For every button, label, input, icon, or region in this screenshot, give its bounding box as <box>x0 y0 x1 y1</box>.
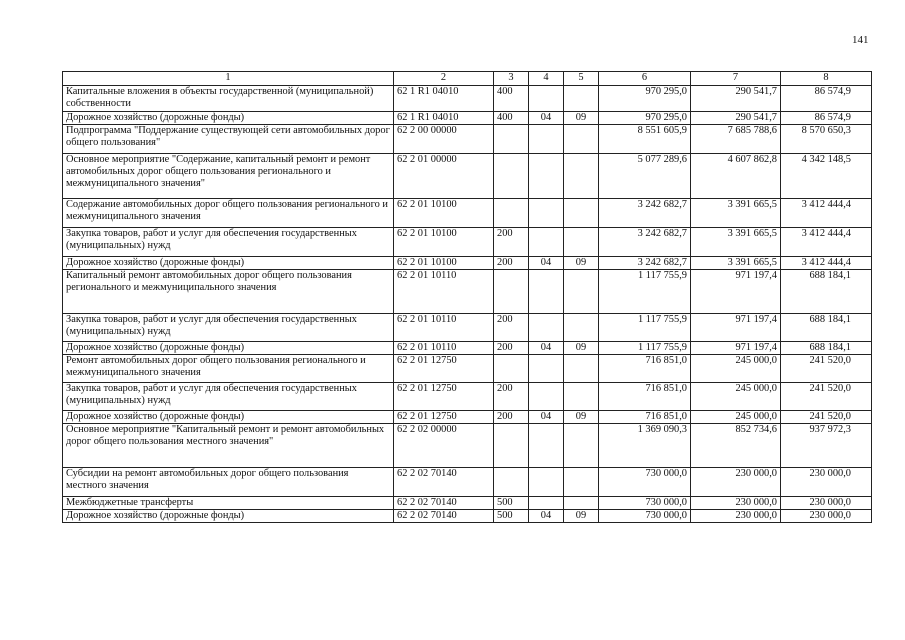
row-amount-col6-cell: 1 117 755,9 <box>599 342 691 355</box>
row-expense-type-cell <box>494 270 529 314</box>
row-amount-col6-cell: 970 295,0 <box>599 112 691 125</box>
header-row <box>63 72 872 86</box>
row-amount-col8-cell: 230 000,0 <box>781 497 872 510</box>
table-row <box>63 257 872 270</box>
row-amount-col7-cell: 971 197,4 <box>691 314 781 342</box>
row-name-cell: Основное мероприятие "Капитальный ремонт и ремонт автомобильных дорог общего пользования местного значения" <box>63 424 394 468</box>
row-name-cell: Субсидии на ремонт автомобильных дорог общего пользования местного значения <box>63 468 394 497</box>
row-name-cell: Основное мероприятие "Содержание, капитальный ремонт и ремонт автомобильных дорог общего пользования регионального и межмуниципального значения" <box>63 154 394 199</box>
row-name-cell: Подпрограмма "Поддержание существующей сети автомобильных дорог общего пользования" <box>63 125 394 154</box>
row-code-cell: 62 2 01 10100 <box>394 257 494 270</box>
table-row <box>63 228 872 257</box>
row-subsection-cell <box>564 424 599 468</box>
row-section-cell <box>529 270 564 314</box>
row-subsection-cell: 09 <box>564 112 599 125</box>
column-header: 6 <box>599 72 691 86</box>
row-amount-col7-cell: 971 197,4 <box>691 270 781 314</box>
row-section-cell <box>529 383 564 411</box>
row-amount-col7-cell: 3 391 665,5 <box>691 199 781 228</box>
row-expense-type-cell <box>494 424 529 468</box>
column-header: 3 <box>494 72 529 86</box>
table-row <box>63 125 872 154</box>
row-amount-col7-cell: 4 607 862,8 <box>691 154 781 199</box>
table-row <box>63 199 872 228</box>
row-expense-type-cell: 400 <box>494 112 529 125</box>
row-amount-col8-cell: 3 412 444,4 <box>781 257 872 270</box>
table-row <box>63 270 872 314</box>
row-subsection-cell <box>564 125 599 154</box>
row-amount-col6-cell: 3 242 682,7 <box>599 199 691 228</box>
row-name-cell: Закупка товаров, работ и услуг для обеспечения государственных (муниципальных) нужд <box>63 314 394 342</box>
row-amount-col6-cell: 3 242 682,7 <box>599 257 691 270</box>
table-row <box>63 86 872 112</box>
row-section-cell <box>529 154 564 199</box>
row-name-cell: Дорожное хозяйство (дорожные фонды) <box>63 510 394 523</box>
table-row <box>63 154 872 199</box>
row-amount-col6-cell: 1 117 755,9 <box>599 314 691 342</box>
row-section-cell: 04 <box>529 257 564 270</box>
table-row <box>63 314 872 342</box>
row-expense-type-cell: 500 <box>494 497 529 510</box>
row-amount-col8-cell: 688 184,1 <box>781 314 872 342</box>
row-code-cell: 62 1 R1 04010 <box>394 86 494 112</box>
row-amount-col8-cell: 241 520,0 <box>781 383 872 411</box>
row-amount-col6-cell: 5 077 289,6 <box>599 154 691 199</box>
row-subsection-cell <box>564 497 599 510</box>
row-name-cell: Капитальный ремонт автомобильных дорог общего пользования регионального и межмуниципального значения <box>63 270 394 314</box>
row-amount-col7-cell: 230 000,0 <box>691 497 781 510</box>
row-amount-col8-cell: 230 000,0 <box>781 468 872 497</box>
row-amount-col7-cell: 245 000,0 <box>691 355 781 383</box>
row-subsection-cell <box>564 86 599 112</box>
column-header: 4 <box>529 72 564 86</box>
row-code-cell: 62 2 01 10100 <box>394 199 494 228</box>
row-amount-col7-cell: 230 000,0 <box>691 468 781 497</box>
row-section-cell <box>529 228 564 257</box>
row-expense-type-cell: 200 <box>494 257 529 270</box>
row-code-cell: 62 2 02 70140 <box>394 497 494 510</box>
row-subsection-cell: 09 <box>564 342 599 355</box>
row-expense-type-cell <box>494 468 529 497</box>
table-row <box>63 383 872 411</box>
row-amount-col7-cell: 290 541,7 <box>691 86 781 112</box>
table-body <box>63 86 872 523</box>
row-code-cell: 62 2 01 12750 <box>394 355 494 383</box>
row-code-cell: 62 2 01 12750 <box>394 411 494 424</box>
row-section-cell <box>529 86 564 112</box>
row-code-cell: 62 2 00 00000 <box>394 125 494 154</box>
row-section-cell: 04 <box>529 342 564 355</box>
row-code-cell: 62 2 01 10110 <box>394 342 494 355</box>
row-code-cell: 62 2 01 10100 <box>394 228 494 257</box>
row-subsection-cell <box>564 468 599 497</box>
row-expense-type-cell: 200 <box>494 314 529 342</box>
row-amount-col7-cell: 7 685 788,6 <box>691 125 781 154</box>
row-amount-col6-cell: 730 000,0 <box>599 468 691 497</box>
row-section-cell <box>529 125 564 154</box>
row-amount-col8-cell: 86 574,9 <box>781 86 872 112</box>
row-amount-col8-cell: 3 412 444,4 <box>781 228 872 257</box>
table-row <box>63 510 872 523</box>
row-amount-col8-cell: 937 972,3 <box>781 424 872 468</box>
row-amount-col8-cell: 241 520,0 <box>781 355 872 383</box>
row-subsection-cell: 09 <box>564 411 599 424</box>
row-amount-col7-cell: 3 391 665,5 <box>691 257 781 270</box>
row-subsection-cell <box>564 314 599 342</box>
row-section-cell <box>529 468 564 497</box>
page-number: 141 <box>852 34 869 46</box>
row-amount-col6-cell: 730 000,0 <box>599 497 691 510</box>
row-amount-col8-cell: 688 184,1 <box>781 270 872 314</box>
row-subsection-cell <box>564 355 599 383</box>
row-expense-type-cell: 200 <box>494 228 529 257</box>
row-code-cell: 62 2 02 00000 <box>394 424 494 468</box>
row-name-cell: Дорожное хозяйство (дорожные фонды) <box>63 257 394 270</box>
row-section-cell <box>529 355 564 383</box>
table-row <box>63 355 872 383</box>
column-header: 7 <box>691 72 781 86</box>
table-row <box>63 112 872 125</box>
row-amount-col8-cell: 8 570 650,3 <box>781 125 872 154</box>
budget-table <box>62 71 872 523</box>
row-subsection-cell <box>564 199 599 228</box>
row-name-cell: Закупка товаров, работ и услуг для обеспечения государственных (муниципальных) нужд <box>63 383 394 411</box>
row-expense-type-cell: 200 <box>494 383 529 411</box>
row-name-cell: Содержание автомобильных дорог общего пользования регионального и межмуниципального значения <box>63 199 394 228</box>
row-amount-col6-cell: 716 851,0 <box>599 355 691 383</box>
row-amount-col8-cell: 3 412 444,4 <box>781 199 872 228</box>
row-amount-col8-cell: 86 574,9 <box>781 112 872 125</box>
row-code-cell: 62 2 02 70140 <box>394 468 494 497</box>
row-amount-col7-cell: 852 734,6 <box>691 424 781 468</box>
row-name-cell: Дорожное хозяйство (дорожные фонды) <box>63 411 394 424</box>
row-amount-col7-cell: 245 000,0 <box>691 383 781 411</box>
row-name-cell: Закупка товаров, работ и услуг для обеспечения государственных (муниципальных) нужд <box>63 228 394 257</box>
row-expense-type-cell <box>494 355 529 383</box>
column-header: 1 <box>63 72 394 86</box>
row-code-cell: 62 2 01 00000 <box>394 154 494 199</box>
row-amount-col6-cell: 3 242 682,7 <box>599 228 691 257</box>
row-code-cell: 62 2 02 70140 <box>394 510 494 523</box>
row-amount-col6-cell: 1 117 755,9 <box>599 270 691 314</box>
row-amount-col7-cell: 245 000,0 <box>691 411 781 424</box>
row-name-cell: Ремонт автомобильных дорог общего пользования регионального и межмуниципального значения <box>63 355 394 383</box>
row-amount-col6-cell: 8 551 605,9 <box>599 125 691 154</box>
row-amount-col6-cell: 730 000,0 <box>599 510 691 523</box>
row-code-cell: 62 2 01 12750 <box>394 383 494 411</box>
row-section-cell <box>529 199 564 228</box>
row-amount-col8-cell: 4 342 148,5 <box>781 154 872 199</box>
row-section-cell <box>529 424 564 468</box>
row-section-cell <box>529 314 564 342</box>
row-amount-col7-cell: 290 541,7 <box>691 112 781 125</box>
row-amount-col7-cell: 230 000,0 <box>691 510 781 523</box>
table-row <box>63 424 872 468</box>
row-name-cell: Межбюджетные трансферты <box>63 497 394 510</box>
row-expense-type-cell: 500 <box>494 510 529 523</box>
row-amount-col6-cell: 970 295,0 <box>599 86 691 112</box>
row-expense-type-cell: 200 <box>494 342 529 355</box>
row-subsection-cell <box>564 154 599 199</box>
row-name-cell: Дорожное хозяйство (дорожные фонды) <box>63 342 394 355</box>
row-subsection-cell: 09 <box>564 510 599 523</box>
row-amount-col7-cell: 3 391 665,5 <box>691 228 781 257</box>
row-amount-col8-cell: 241 520,0 <box>781 411 872 424</box>
column-header: 5 <box>564 72 599 86</box>
row-amount-col6-cell: 716 851,0 <box>599 383 691 411</box>
column-header: 8 <box>781 72 872 86</box>
column-header: 2 <box>394 72 494 86</box>
row-amount-col7-cell: 971 197,4 <box>691 342 781 355</box>
row-amount-col6-cell: 1 369 090,3 <box>599 424 691 468</box>
row-section-cell <box>529 497 564 510</box>
row-section-cell: 04 <box>529 411 564 424</box>
row-expense-type-cell <box>494 125 529 154</box>
row-name-cell: Дорожное хозяйство (дорожные фонды) <box>63 112 394 125</box>
table-row <box>63 411 872 424</box>
table-row <box>63 342 872 355</box>
row-expense-type-cell: 400 <box>494 86 529 112</box>
table-row <box>63 468 872 497</box>
row-code-cell: 62 1 R1 04010 <box>394 112 494 125</box>
row-amount-col8-cell: 688 184,1 <box>781 342 872 355</box>
row-subsection-cell <box>564 270 599 314</box>
row-section-cell: 04 <box>529 510 564 523</box>
row-subsection-cell <box>564 383 599 411</box>
row-code-cell: 62 2 01 10110 <box>394 270 494 314</box>
row-name-cell: Капитальные вложения в объекты государственной (муниципальной) собственности <box>63 86 394 112</box>
row-section-cell: 04 <box>529 112 564 125</box>
row-expense-type-cell: 200 <box>494 411 529 424</box>
row-amount-col8-cell: 230 000,0 <box>781 510 872 523</box>
row-code-cell: 62 2 01 10110 <box>394 314 494 342</box>
row-subsection-cell: 09 <box>564 257 599 270</box>
row-expense-type-cell <box>494 154 529 199</box>
row-subsection-cell <box>564 228 599 257</box>
table-row <box>63 497 872 510</box>
row-amount-col6-cell: 716 851,0 <box>599 411 691 424</box>
row-expense-type-cell <box>494 199 529 228</box>
